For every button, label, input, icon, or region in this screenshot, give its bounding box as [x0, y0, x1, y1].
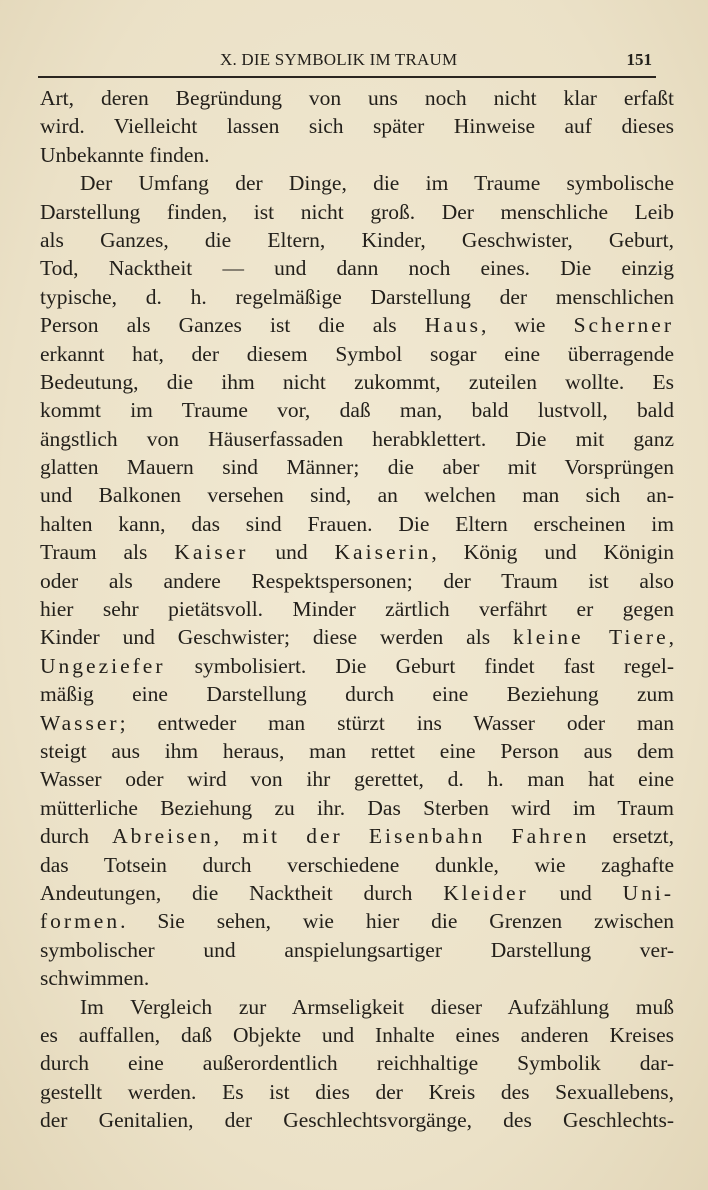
text-line: es auffallen, daß Objekte und Inhalte eines anderen Kreises — [40, 1022, 674, 1047]
text-line: das Totsein durch verschiedene dunkle, wie zaghafte — [40, 852, 674, 877]
text-line: mäßig eine Darstellung durch eine Beziehung zum — [40, 682, 674, 707]
text-line: und Balkonen versehen sind, an welchen man sich an- — [40, 483, 674, 508]
text-line: als Ganzes, die Eltern, Kinder, Geschwister, Geburt, — [40, 227, 674, 252]
text-line: Darstellung finden, ist nicht groß. Der menschliche Leib — [40, 199, 674, 224]
text-line: Wasser oder wird von ihr gerettet, d. h. man hat eine — [40, 767, 674, 792]
text-line: mütterliche Beziehung zu ihr. Das Sterben wird im Traum — [40, 795, 674, 820]
text-line: kommt im Traume vor, daß man, bald lustvoll, bald — [40, 398, 674, 423]
text-line: oder als andere Respektspersonen; der Traum ist also — [40, 568, 674, 593]
text-line: Tod, Nacktheit — und dann noch eines. Die einzig — [40, 256, 674, 281]
text-line: halten kann, das sind Frauen. Die Eltern erscheinen im — [40, 511, 674, 536]
text-line: Person als Ganzes ist die als Haus, wie Scherner — [40, 313, 674, 338]
text-line: steigt aus ihm heraus, man rettet eine Person aus dem — [40, 738, 674, 763]
text-line: Andeutungen, die Nacktheit durch Kleider und Uni- — [40, 880, 674, 905]
text-line: Wasser; entweder man stürzt ins Wasser oder man — [40, 710, 674, 735]
text-line: symbolischer und anspielungsartiger Darstellung ver- — [40, 937, 674, 962]
body-text — [40, 84, 674, 1134]
text-line: glatten Mauern sind Männer; die aber mit Vorsprüngen — [40, 455, 674, 480]
running-head: X. DIE SYMBOLIK IM TRAUM — [220, 50, 458, 69]
page-header — [40, 48, 654, 72]
text-line: Unbekannte finden. — [40, 142, 210, 167]
text-line: Im Vergleich zur Armseligkeit dieser Aufzählung muß — [80, 994, 674, 1019]
text-line: Traum als Kaiser und Kaiserin, König und Königin — [40, 540, 675, 565]
text-line: Ungeziefer symbolisiert. Die Geburt findet fast regel- — [40, 653, 674, 678]
text-line: ängstlich von Häuserfassaden herabklettert. Die mit ganz — [40, 426, 674, 451]
text-line: Bedeutung, die ihm nicht zukommt, zuteilen wollte. Es — [40, 369, 674, 394]
text-line: durch Abreisen, mit der Eisenbahn Fahren ersetzt, — [40, 824, 675, 849]
text-line: hier sehr pietätsvoll. Minder zärtlich verfährt er gegen — [40, 597, 674, 622]
header-rule — [38, 76, 656, 78]
text-line: formen. Sie sehen, wie hier die Grenzen zwischen — [40, 909, 674, 934]
text-line: wird. Vielleicht lassen sich später Hinweise auf dieses — [40, 114, 674, 139]
text-line: Kinder und Geschwister; diese werden als kleine Tiere, — [40, 625, 674, 650]
page-number: 151 — [626, 50, 652, 69]
text-line: gestellt werden. Es ist dies der Kreis des Sexuallebens, — [40, 1079, 674, 1104]
text-line: Der Umfang der Dinge, die im Traume symbolische — [80, 171, 674, 196]
text-line: Art, deren Begründung von uns noch nicht klar erfaßt — [40, 86, 674, 110]
text-line: durch eine außerordentlich reichhaltige Symbolik dar- — [40, 1051, 674, 1076]
text-line: typische, d. h. regelmäßige Darstellung der menschlichen — [40, 284, 674, 309]
text-line: der Genitalien, der Geschlechtsvorgänge, des Geschlechts- — [40, 1108, 674, 1133]
text-line: erkannt hat, der diesem Symbol sogar eine überragende — [40, 341, 674, 366]
text-line: schwimmen. — [40, 966, 150, 991]
